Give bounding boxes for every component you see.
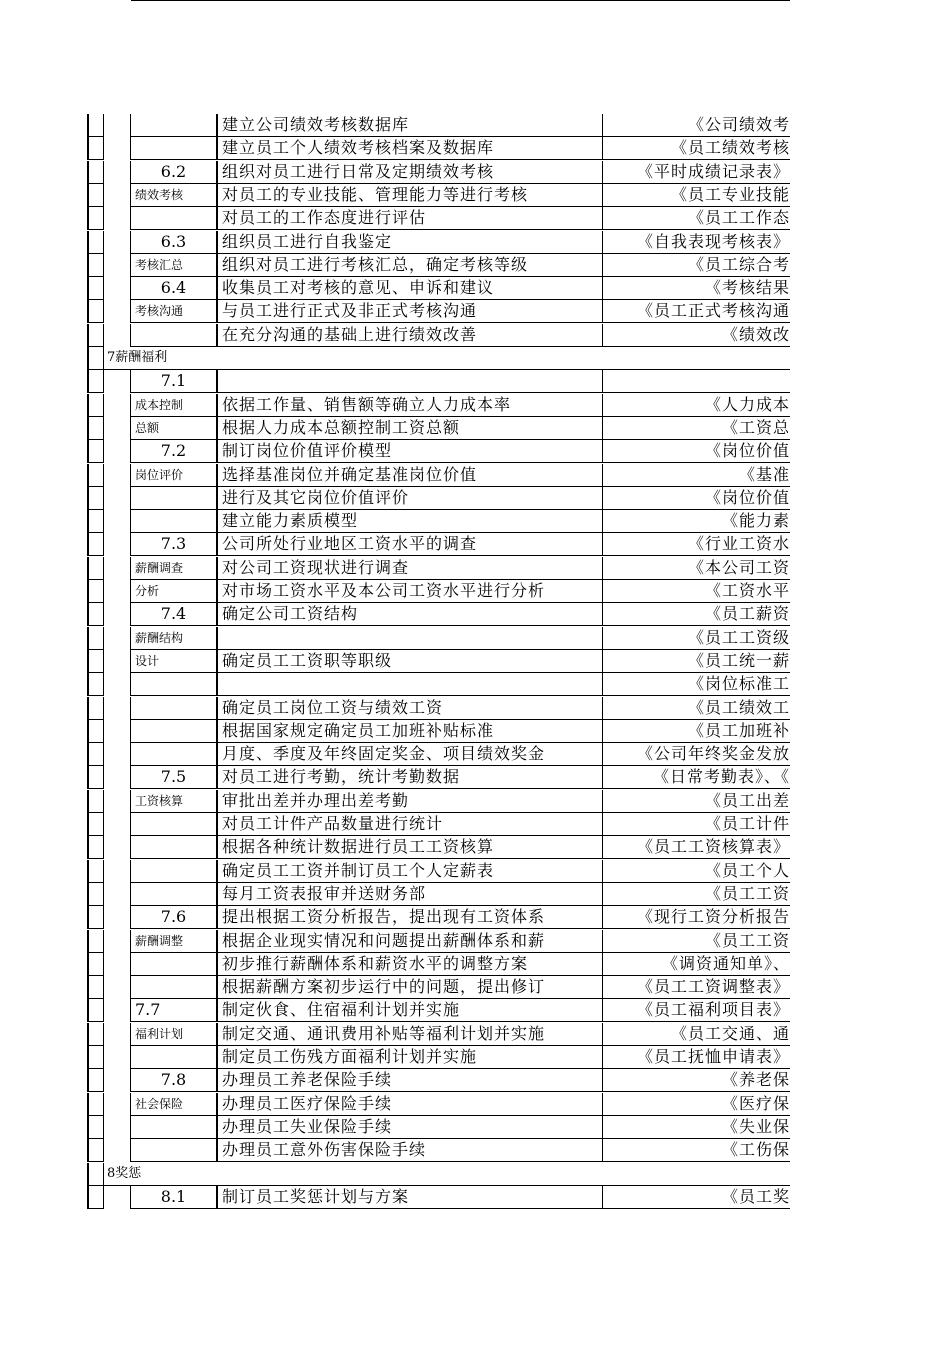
item-code-cell: 薪酬调整 (131, 930, 218, 953)
row-marker-cell (87, 953, 104, 976)
row-marker-cell (87, 976, 104, 999)
form-cell: 《员工综合考 (602, 254, 790, 277)
form-cell: 《绩效改 (602, 324, 790, 347)
form-cell: 《考核结果 (602, 277, 790, 300)
table-row (0, 137, 950, 160)
task-cell: 月度、季度及年终固定奖金、项目绩效奖金 (218, 743, 602, 766)
form-cell: 《行业工资水 (602, 533, 790, 556)
item-code-cell: 7.5 (131, 766, 218, 789)
task-cell: 办理员工失业保险手续 (218, 1116, 602, 1139)
form-cell: 《自我表现考核表》 (602, 231, 790, 254)
spacer-cell (104, 813, 131, 836)
section-row (0, 1163, 950, 1186)
spacer-cell (104, 557, 131, 580)
form-cell: 《员工统一薪 (602, 650, 790, 673)
row-marker-cell (87, 697, 104, 720)
task-cell: 建立员工个人绩效考核档案及数据库 (218, 137, 602, 160)
table-row (0, 883, 950, 906)
row-marker-cell (87, 673, 104, 696)
spacer-cell (104, 906, 131, 929)
form-cell: 《员工工作态 (602, 207, 790, 230)
table-top-border (131, 0, 790, 1)
table-row (0, 1069, 950, 1092)
spacer-cell (104, 766, 131, 789)
row-marker-cell (87, 1093, 104, 1116)
item-code-cell (131, 836, 218, 859)
spacer-cell (104, 324, 131, 347)
table-row (0, 324, 950, 347)
table-row (0, 743, 950, 766)
spacer-cell (104, 1023, 131, 1046)
task-cell: 对公司工资现状进行调查 (218, 557, 602, 580)
spacer-cell (104, 394, 131, 417)
spacer-cell (104, 1046, 131, 1069)
table-row (0, 1139, 950, 1162)
form-cell: 《员工计件 (602, 813, 790, 836)
form-cell: 《员工工资级 (602, 627, 790, 650)
table-row (0, 300, 950, 323)
item-code-cell: 7.7 (131, 999, 218, 1022)
item-code-cell: 7.2 (131, 440, 218, 463)
row-marker-cell (87, 207, 104, 230)
table-row (0, 627, 950, 650)
spacer-cell (104, 440, 131, 463)
table-row (0, 440, 950, 463)
task-cell: 审批出差并办理出差考勤 (218, 790, 602, 813)
table-row (0, 930, 950, 953)
table-row (0, 394, 950, 417)
task-cell: 对市场工资水平及本公司工资水平进行分析 (218, 580, 602, 603)
task-cell: 公司所处行业地区工资水平的调查 (218, 533, 602, 556)
spacer-cell (104, 697, 131, 720)
form-cell: 《员工出差 (602, 790, 790, 813)
task-cell: 选择基准岗位并确定基准岗位价值 (218, 464, 602, 487)
spacer-cell (104, 976, 131, 999)
spacer-cell (104, 860, 131, 883)
table-row (0, 603, 950, 626)
row-marker-cell (87, 440, 104, 463)
form-cell: 《员工绩效工 (602, 697, 790, 720)
table-row (0, 860, 950, 883)
table-row (0, 1186, 950, 1209)
spacer-cell (104, 953, 131, 976)
task-cell: 对员工的专业技能、管理能力等进行考核 (218, 184, 602, 207)
task-cell: 收集员工对考核的意见、申诉和建议 (218, 277, 602, 300)
spacer-cell (104, 790, 131, 813)
task-cell: 在充分沟通的基础上进行绩效改善 (218, 324, 602, 347)
row-marker-cell (87, 347, 104, 370)
item-code-cell: 薪酬调查 (131, 557, 218, 580)
spacer-cell (104, 487, 131, 510)
row-marker-cell (87, 627, 104, 650)
table-row (0, 1023, 950, 1046)
row-marker-cell (87, 580, 104, 603)
table-row (0, 580, 950, 603)
spacer-cell (104, 254, 131, 277)
item-code-cell: 考核沟通 (131, 300, 218, 323)
row-marker-cell (87, 999, 104, 1022)
row-marker-cell (87, 1046, 104, 1069)
spacer-cell (104, 231, 131, 254)
item-code-cell: 6.3 (131, 231, 218, 254)
form-cell: 《平时成绩记录表》 (602, 161, 790, 184)
section-header: 7薪酬福利 (104, 347, 790, 370)
table-row (0, 790, 950, 813)
item-code-cell (131, 137, 218, 160)
spacer-cell (104, 1186, 131, 1209)
spacer-cell (104, 836, 131, 859)
form-cell: 《员工正式考核沟通 (602, 300, 790, 323)
table-row (0, 673, 950, 696)
row-marker-cell (87, 231, 104, 254)
row-marker-cell (87, 300, 104, 323)
item-code-cell (131, 487, 218, 510)
row-marker-cell (87, 417, 104, 440)
row-marker-cell (87, 1069, 104, 1092)
item-code-cell: 7.1 (131, 370, 218, 393)
row-marker-cell (87, 883, 104, 906)
row-marker-cell (87, 184, 104, 207)
task-cell: 组织对员工进行考核汇总，确定考核等级 (218, 254, 602, 277)
row-marker-cell (87, 510, 104, 533)
item-code-cell: 绩效考核 (131, 184, 218, 207)
row-marker-cell (87, 487, 104, 510)
task-cell: 制订岗位价值评价模型 (218, 440, 602, 463)
item-code-cell: 薪酬结构 (131, 627, 218, 650)
form-cell: 《员工薪资 (602, 603, 790, 626)
task-cell: 确定员工工资并制订员工个人定薪表 (218, 860, 602, 883)
table-row (0, 1116, 950, 1139)
row-marker-cell (87, 720, 104, 743)
task-cell: 建立公司绩效考核数据库 (218, 114, 602, 137)
item-code-cell (131, 324, 218, 347)
table-row (0, 1046, 950, 1069)
item-code-cell (131, 1116, 218, 1139)
table-row (0, 557, 950, 580)
form-cell: 《岗位标准工 (602, 673, 790, 696)
row-marker-cell (87, 743, 104, 766)
task-cell: 办理员工医疗保险手续 (218, 1093, 602, 1116)
table-row (0, 254, 950, 277)
item-code-cell: 岗位评价 (131, 464, 218, 487)
task-cell: 确定员工岗位工资与绩效工资 (218, 697, 602, 720)
item-code-cell (131, 114, 218, 137)
row-marker-cell (87, 464, 104, 487)
form-cell: 《员工工资调整表》 (602, 976, 790, 999)
table-row (0, 161, 950, 184)
form-cell: 《养老保 (602, 1069, 790, 1092)
item-code-cell: 工资核算 (131, 790, 218, 813)
task-cell: 建立能力素质模型 (218, 510, 602, 533)
spacer-cell (104, 603, 131, 626)
item-code-cell: 7.3 (131, 533, 218, 556)
spacer-cell (104, 650, 131, 673)
row-marker-cell (87, 533, 104, 556)
item-code-cell: 6.2 (131, 161, 218, 184)
table-row (0, 999, 950, 1022)
item-code-cell (131, 953, 218, 976)
row-marker-cell (87, 1116, 104, 1139)
spacer-cell (104, 533, 131, 556)
spacer-cell (104, 580, 131, 603)
row-marker-cell (87, 790, 104, 813)
row-marker-cell (87, 836, 104, 859)
row-marker-cell (87, 860, 104, 883)
item-code-cell: 分析 (131, 580, 218, 603)
item-code-cell: 7.4 (131, 603, 218, 626)
task-cell: 提出根据工资分析报告，提出现有工资体系 (218, 906, 602, 929)
spacer-cell (104, 370, 131, 393)
table-row (0, 417, 950, 440)
table-row (0, 207, 950, 230)
row-marker-cell (87, 254, 104, 277)
row-marker-cell (87, 813, 104, 836)
spacer-cell (104, 673, 131, 696)
table-row (0, 114, 950, 137)
spacer-cell (104, 1139, 131, 1162)
row-marker-cell (87, 557, 104, 580)
item-code-cell (131, 860, 218, 883)
spacer-cell (104, 883, 131, 906)
section-header: 8奖惩 (104, 1163, 790, 1186)
task-cell: 初步推行薪酬体系和薪资水平的调整方案 (218, 953, 602, 976)
form-cell: 《员工福利项目表》 (602, 999, 790, 1022)
task-cell: 每月工资表报审并送财务部 (218, 883, 602, 906)
form-cell (602, 370, 790, 393)
spacer-cell (104, 510, 131, 533)
spacer-cell (104, 743, 131, 766)
form-cell: 《员工奖 (602, 1186, 790, 1209)
item-code-cell (131, 697, 218, 720)
row-marker-cell (87, 277, 104, 300)
row-marker-cell (87, 603, 104, 626)
form-cell: 《公司年终奖金发放 (602, 743, 790, 766)
table-row (0, 533, 950, 556)
spacer-cell (104, 184, 131, 207)
item-code-cell: 7.8 (131, 1069, 218, 1092)
task-cell: 制定交通、通讯费用补贴等福利计划并实施 (218, 1023, 602, 1046)
row-marker-cell (87, 930, 104, 953)
item-code-cell (131, 673, 218, 696)
form-cell: 《员工加班补 (602, 720, 790, 743)
table-row (0, 184, 950, 207)
form-cell: 《岗位价值 (602, 440, 790, 463)
form-cell: 《失业保 (602, 1116, 790, 1139)
row-marker-cell (87, 766, 104, 789)
spacer-cell (104, 1093, 131, 1116)
spacer-cell (104, 464, 131, 487)
spacer-cell (104, 999, 131, 1022)
item-code-cell: 成本控制 (131, 394, 218, 417)
task-cell: 制定员工伤残方面福利计划并实施 (218, 1046, 602, 1069)
task-cell: 根据国家规定确定员工加班补贴标准 (218, 720, 602, 743)
form-cell: 《调资通知单》、 (602, 953, 790, 976)
item-code-cell (131, 743, 218, 766)
row-marker-cell (87, 394, 104, 417)
row-marker-cell (87, 1163, 104, 1186)
task-cell: 对员工的工作态度进行评估 (218, 207, 602, 230)
task-cell: 根据各种统计数据进行员工工资核算 (218, 836, 602, 859)
form-cell: 《人力成本 (602, 394, 790, 417)
item-code-cell (131, 883, 218, 906)
table-row (0, 370, 950, 393)
task-cell (218, 627, 602, 650)
row-marker-cell (87, 1023, 104, 1046)
table-row (0, 231, 950, 254)
item-code-cell (131, 720, 218, 743)
table-row (0, 976, 950, 999)
task-cell: 办理员工意外伤害保险手续 (218, 1139, 602, 1162)
form-cell: 《医疗保 (602, 1093, 790, 1116)
item-code-cell (131, 1046, 218, 1069)
table-row (0, 510, 950, 533)
table-row (0, 813, 950, 836)
item-code-cell (131, 510, 218, 533)
form-cell: 《员工专业技能 (602, 184, 790, 207)
form-cell: 《员工个人 (602, 860, 790, 883)
task-cell: 对员工计件产品数量进行统计 (218, 813, 602, 836)
form-cell: 《能力素 (602, 510, 790, 533)
task-cell: 根据企业现实情况和问题提出薪酬体系和薪 (218, 930, 602, 953)
item-code-cell: 设计 (131, 650, 218, 673)
task-cell: 依据工作量、销售额等确立人力成本率 (218, 394, 602, 417)
form-cell: 《工伤保 (602, 1139, 790, 1162)
form-cell: 《员工工资 (602, 930, 790, 953)
form-cell: 《公司绩效考 (602, 114, 790, 137)
table-row (0, 906, 950, 929)
table-row (0, 836, 950, 859)
table-row (0, 1093, 950, 1116)
task-cell: 制订员工奖惩计划与方案 (218, 1186, 602, 1209)
form-cell: 《现行工资分析报告 (602, 906, 790, 929)
spacer-cell (104, 930, 131, 953)
task-cell (218, 673, 602, 696)
table-row (0, 487, 950, 510)
item-code-cell (131, 207, 218, 230)
task-cell: 制定伙食、住宿福利计划并实施 (218, 999, 602, 1022)
form-cell: 《员工工资核算表》 (602, 836, 790, 859)
form-cell: 《基准 (602, 464, 790, 487)
form-cell: 《员工抚恤申请表》 (602, 1046, 790, 1069)
spacer-cell (104, 161, 131, 184)
item-code-cell: 考核汇总 (131, 254, 218, 277)
spacer-cell (104, 1069, 131, 1092)
row-marker-cell (87, 1139, 104, 1162)
item-code-cell: 社会保险 (131, 1093, 218, 1116)
task-cell: 组织对员工进行日常及定期绩效考核 (218, 161, 602, 184)
row-marker-cell (87, 114, 104, 137)
row-marker-cell (87, 906, 104, 929)
spacer-cell (104, 114, 131, 137)
section-row (0, 347, 950, 370)
task-cell: 与员工进行正式及非正式考核沟通 (218, 300, 602, 323)
spacer-cell (104, 627, 131, 650)
item-code-cell (131, 1139, 218, 1162)
form-cell: 《工资总 (602, 417, 790, 440)
task-cell (218, 370, 602, 393)
form-cell: 《岗位价值 (602, 487, 790, 510)
form-cell: 《员工交通、通 (602, 1023, 790, 1046)
table-row (0, 953, 950, 976)
form-cell: 《本公司工资 (602, 557, 790, 580)
spacer-cell (104, 137, 131, 160)
form-cell: 《员工工资 (602, 883, 790, 906)
task-cell: 确定员工工资职等职级 (218, 650, 602, 673)
item-code-cell: 7.6 (131, 906, 218, 929)
table-row (0, 697, 950, 720)
row-marker-cell (87, 324, 104, 347)
table-row (0, 464, 950, 487)
item-code-cell (131, 813, 218, 836)
form-cell: 《工资水平 (602, 580, 790, 603)
form-cell: 《日常考勤表》、《 (602, 766, 790, 789)
row-marker-cell (87, 650, 104, 673)
table-row (0, 277, 950, 300)
task-cell: 根据人力成本总额控制工资总额 (218, 417, 602, 440)
table-row (0, 720, 950, 743)
spacer-cell (104, 417, 131, 440)
item-code-cell: 总额 (131, 417, 218, 440)
item-code-cell: 6.4 (131, 277, 218, 300)
spacer-cell (104, 207, 131, 230)
task-cell: 确定公司工资结构 (218, 603, 602, 626)
row-marker-cell (87, 161, 104, 184)
table-row (0, 766, 950, 789)
task-cell: 根据薪酬方案初步运行中的问题，提出修订 (218, 976, 602, 999)
task-cell: 对员工进行考勤，统计考勤数据 (218, 766, 602, 789)
form-cell: 《员工绩效考核 (602, 137, 790, 160)
task-cell: 办理员工养老保险手续 (218, 1069, 602, 1092)
spacer-cell (104, 1116, 131, 1139)
row-marker-cell (87, 370, 104, 393)
table-row (0, 650, 950, 673)
task-cell: 组织员工进行自我鉴定 (218, 231, 602, 254)
task-cell: 进行及其它岗位价值评价 (218, 487, 602, 510)
item-code-cell (131, 976, 218, 999)
item-code-cell: 8.1 (131, 1186, 218, 1209)
spacer-cell (104, 277, 131, 300)
spacer-cell (104, 720, 131, 743)
item-code-cell: 福利计划 (131, 1023, 218, 1046)
row-marker-cell (87, 137, 104, 160)
row-marker-cell (87, 1186, 104, 1209)
spacer-cell (104, 300, 131, 323)
